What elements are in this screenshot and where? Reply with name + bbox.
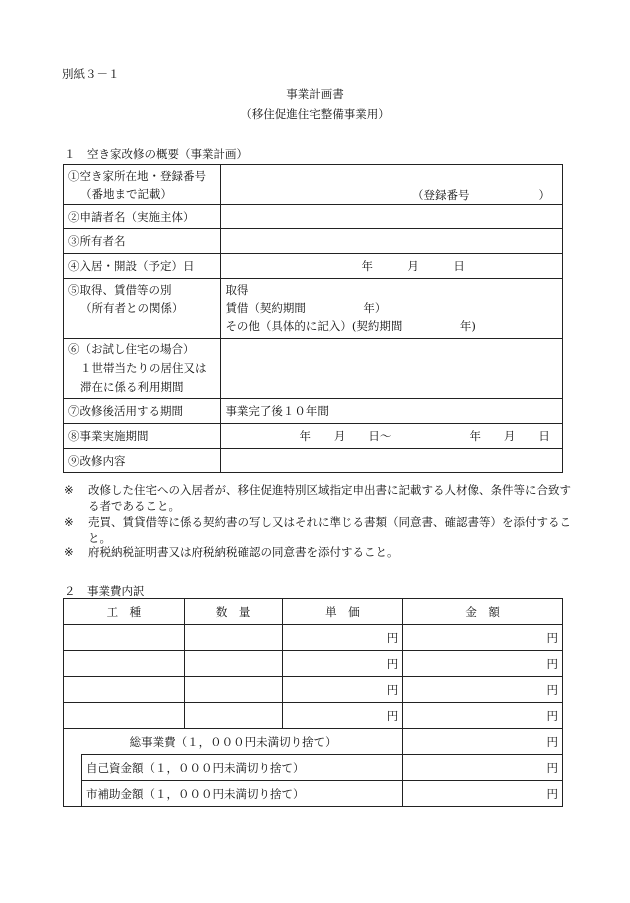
section2-heading: ２ 事業費内訳 xyxy=(64,584,145,598)
note-3 xyxy=(64,544,574,560)
table-row xyxy=(64,651,563,677)
applicant-value-cell[interactable] xyxy=(221,205,563,229)
note-1 xyxy=(64,482,574,514)
unit-price-cell[interactable]: 円 xyxy=(282,703,403,729)
amount-cell[interactable]: 円 xyxy=(403,651,563,677)
table-row xyxy=(64,424,563,449)
col-header-unit-price: 単 価 xyxy=(282,599,403,625)
acquire-option-lease: 賃借（契約期間 年） xyxy=(225,301,387,315)
type-cell[interactable] xyxy=(64,677,185,703)
impl-period-start: 年 月 日～ xyxy=(299,429,392,443)
address-label: ①空き家所在地・登録番号 xyxy=(68,168,206,183)
quantity-cell[interactable] xyxy=(184,703,282,729)
self-funds-amount-cell[interactable]: 円 xyxy=(403,755,563,781)
table-row xyxy=(64,165,563,205)
table-row xyxy=(64,625,563,651)
page-title: 事業計画書 xyxy=(286,87,344,101)
table-row xyxy=(64,254,563,279)
table-row xyxy=(64,703,563,729)
owner-label: ③所有者名 xyxy=(64,229,221,254)
self-funds-label: 自己資金額（１，０００円未満切り捨て） xyxy=(81,755,402,781)
trial-label-3: 滞在に係る利用期間 xyxy=(80,380,184,394)
city-subsidy-label: 市補助金額（１，０００円未満切り捨て） xyxy=(81,781,402,807)
move-in-date-cell[interactable] xyxy=(221,254,563,279)
cost-table xyxy=(63,598,563,807)
city-subsidy-amount-cell[interactable]: 円 xyxy=(403,781,563,807)
acquire-label-cell xyxy=(64,279,221,339)
note-text: 府税納税証明書又は府税納税確認の同意書を添付すること。 xyxy=(88,545,399,559)
plan-table xyxy=(63,164,563,473)
acquire-value-cell[interactable] xyxy=(221,279,563,339)
quantity-cell[interactable] xyxy=(184,677,282,703)
trial-value-cell[interactable] xyxy=(221,339,563,399)
amount-cell[interactable]: 円 xyxy=(403,703,563,729)
section1-heading: １ 空き家改修の概要（事業計画） xyxy=(64,147,248,161)
acquire-option-other: その他（具体的に記入）(契約期間 年) xyxy=(225,319,476,333)
type-cell[interactable] xyxy=(64,625,185,651)
address-value-cell[interactable] xyxy=(221,165,563,205)
use-period-label: ⑦改修後活用する期間 xyxy=(64,399,221,424)
note-text: 改修した住宅への入居者が、移住促進特別区域指定申出書に記載する人材像、条件等に合致する者であること。 xyxy=(88,483,571,513)
trial-label-cell xyxy=(64,339,221,399)
city-subsidy-row xyxy=(64,781,563,807)
table-row xyxy=(64,279,563,339)
content-value-cell[interactable] xyxy=(221,449,563,473)
content-label: ⑨改修内容 xyxy=(64,449,221,473)
address-label-cell xyxy=(64,165,221,205)
amount-cell[interactable]: 円 xyxy=(403,677,563,703)
total-amount-cell[interactable]: 円 xyxy=(403,729,563,755)
note-mark: ※ xyxy=(64,545,74,559)
indent-cell xyxy=(64,755,82,781)
table-row xyxy=(64,399,563,424)
col-header-quantity: 数 量 xyxy=(184,599,282,625)
acquire-sub: （所有者との関係） xyxy=(80,301,184,315)
acquire-option-purchase: 取得 xyxy=(225,283,249,297)
table-header-row xyxy=(64,599,563,625)
note-mark: ※ xyxy=(64,483,74,497)
unit-price-cell[interactable]: 円 xyxy=(282,677,403,703)
table-row xyxy=(64,205,563,229)
quantity-cell[interactable] xyxy=(184,625,282,651)
move-in-date: 年 月 日 xyxy=(361,259,465,273)
note-text: 売買、賃貸借等に係る契約書の写し又はそれに準じる書類（同意書、確認書等）を添付すること。 xyxy=(88,515,571,545)
impl-period-label: ⑧事業実施期間 xyxy=(64,424,221,449)
attachment-label: 別紙３－１ xyxy=(62,67,120,81)
total-label: 総事業費（１，０００円未満切り捨て） xyxy=(64,729,403,755)
unit-price-cell[interactable]: 円 xyxy=(282,651,403,677)
type-cell[interactable] xyxy=(64,651,185,677)
note-mark: ※ xyxy=(64,515,74,529)
unit-price-cell[interactable]: 円 xyxy=(282,625,403,651)
table-row xyxy=(64,339,563,399)
register-number: （登録番号 ） xyxy=(412,188,550,202)
owner-value-cell[interactable] xyxy=(221,229,563,254)
impl-period-cell[interactable] xyxy=(221,424,563,449)
applicant-label: ②申請者名（実施主体） xyxy=(64,205,221,229)
trial-label-1: ⑥（お試し住宅の場合） xyxy=(68,342,195,356)
quantity-cell[interactable] xyxy=(184,651,282,677)
address-sub: （番地まで記載） xyxy=(80,186,172,201)
total-row xyxy=(64,729,563,755)
note-2 xyxy=(64,514,574,546)
self-funds-row xyxy=(64,755,563,781)
trial-label-2: １世帯当たりの居住又は xyxy=(80,361,207,375)
table-row xyxy=(64,229,563,254)
move-in-label: ④入居・開設（予定）日 xyxy=(64,254,221,279)
type-cell[interactable] xyxy=(64,703,185,729)
table-row xyxy=(64,449,563,473)
col-header-type: 工 種 xyxy=(64,599,185,625)
col-header-amount: 金 額 xyxy=(403,599,563,625)
acquire-label: ⑤取得、賃借等の別 xyxy=(68,283,172,297)
table-row xyxy=(64,677,563,703)
page-subtitle: （移住促進住宅整備事業用） xyxy=(240,107,390,121)
amount-cell[interactable]: 円 xyxy=(403,625,563,651)
use-period-value: 事業完了後１０年間 xyxy=(221,399,563,424)
impl-period-end: 年 月 日 xyxy=(469,429,550,443)
indent-cell xyxy=(64,781,82,807)
